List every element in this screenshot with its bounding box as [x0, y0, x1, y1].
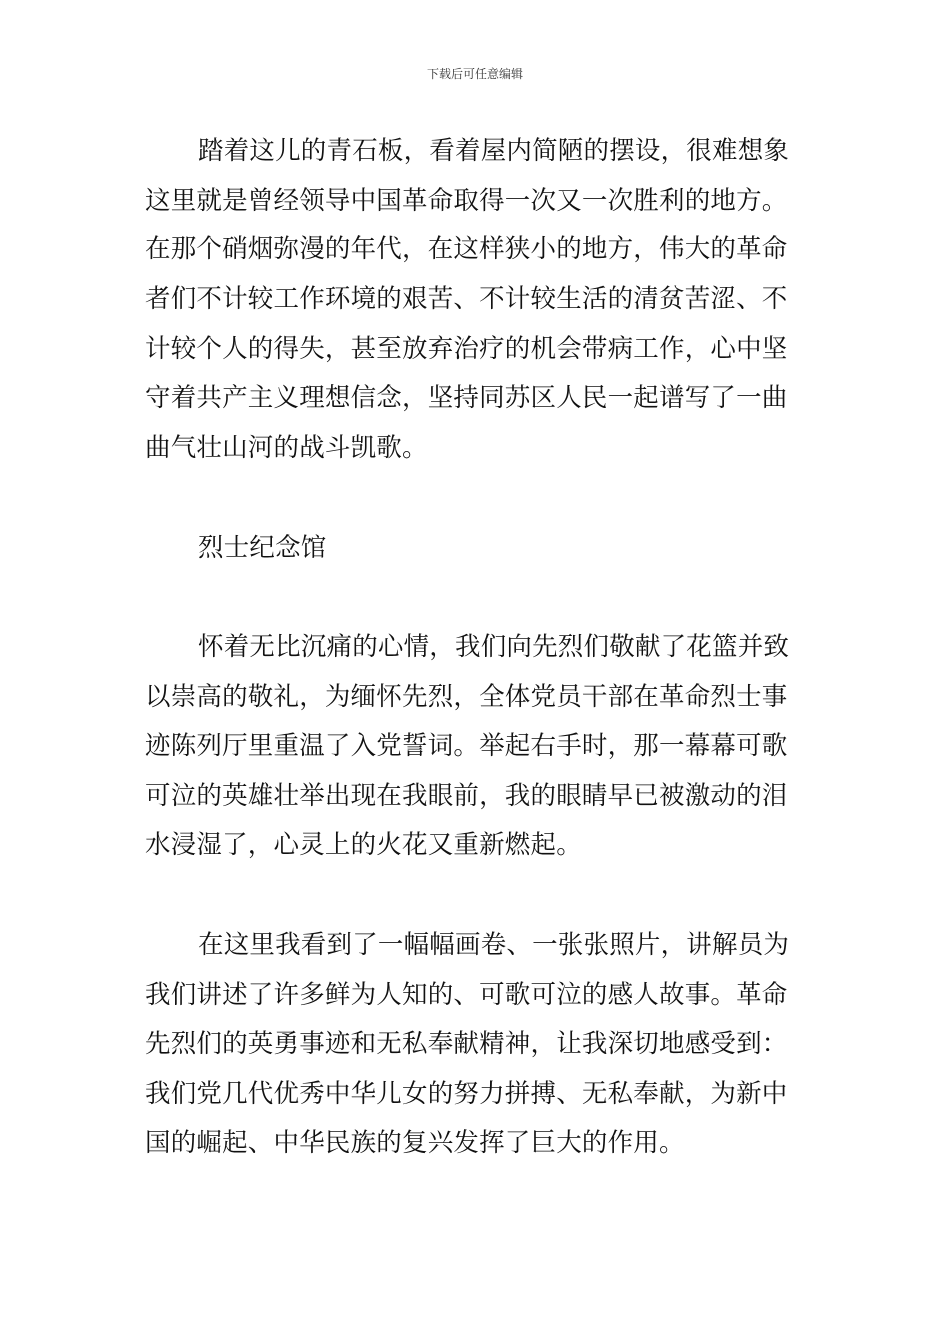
- paragraph-2-line-2: 以崇高的敬礼，为缅怀先烈，全体党员干部在革命烈士事: [145, 682, 788, 712]
- paragraph-1-line-7: 曲气壮山河的战斗凯歌。: [145, 433, 428, 463]
- paragraph-3-line-1: 在这里我看到了一幅幅画卷、一张张照片，讲解员为: [198, 930, 790, 960]
- paragraph-2-line-4: 可泣的英雄壮举出现在我眼前，我的眼睛早已被激动的泪: [145, 781, 788, 811]
- paragraph-3-line-2: 我们讲述了许多鲜为人知的、可歌可泣的感人故事。革命: [145, 980, 788, 1010]
- paragraph-3-line-5: 国的崛起、中华民族的复兴发挥了巨大的作用。: [145, 1128, 685, 1158]
- paragraph-1-line-6: 守着共产主义理想信念，坚持同苏区人民一起谱写了一曲: [145, 383, 788, 413]
- paragraph-1-line-4: 者们不计较工作环境的艰苦、不计较生活的清贫苦涩、不: [145, 284, 788, 314]
- paragraph-1-line-2: 这里就是曾经领导中国革命取得一次又一次胜利的地方。: [145, 186, 788, 216]
- paragraph-1-line-1: 踏着这儿的青石板，看着屋内简陋的摆设，很难想象: [198, 136, 790, 166]
- paragraph-3-line-3: 先烈们的英勇事迹和无私奉献精神，让我深切地感受到：: [145, 1029, 788, 1059]
- paragraph-2-line-5: 水浸湿了，心灵上的火花又重新燃起。: [145, 830, 582, 860]
- paragraph-1-line-5: 计较个人的得失，甚至放弃治疗的机会带病工作，心中坚: [145, 334, 788, 364]
- section-heading: 烈士纪念馆: [198, 533, 327, 563]
- paragraph-1-line-3: 在那个硝烟弥漫的年代，在这样狭小的地方，伟大的革命: [145, 234, 788, 264]
- paragraph-2-line-1: 怀着无比沉痛的心情，我们向先烈们敬献了花篮并致: [198, 632, 790, 662]
- page-header: 下载后可任意编辑: [426, 67, 523, 81]
- paragraph-2-line-3: 迹陈列厅里重温了入党誓词。举起右手时，那一幕幕可歌: [145, 731, 788, 761]
- paragraph-3-line-4: 我们党几代优秀中华儿女的努力拼搏、无私奉献，为新中: [145, 1079, 788, 1109]
